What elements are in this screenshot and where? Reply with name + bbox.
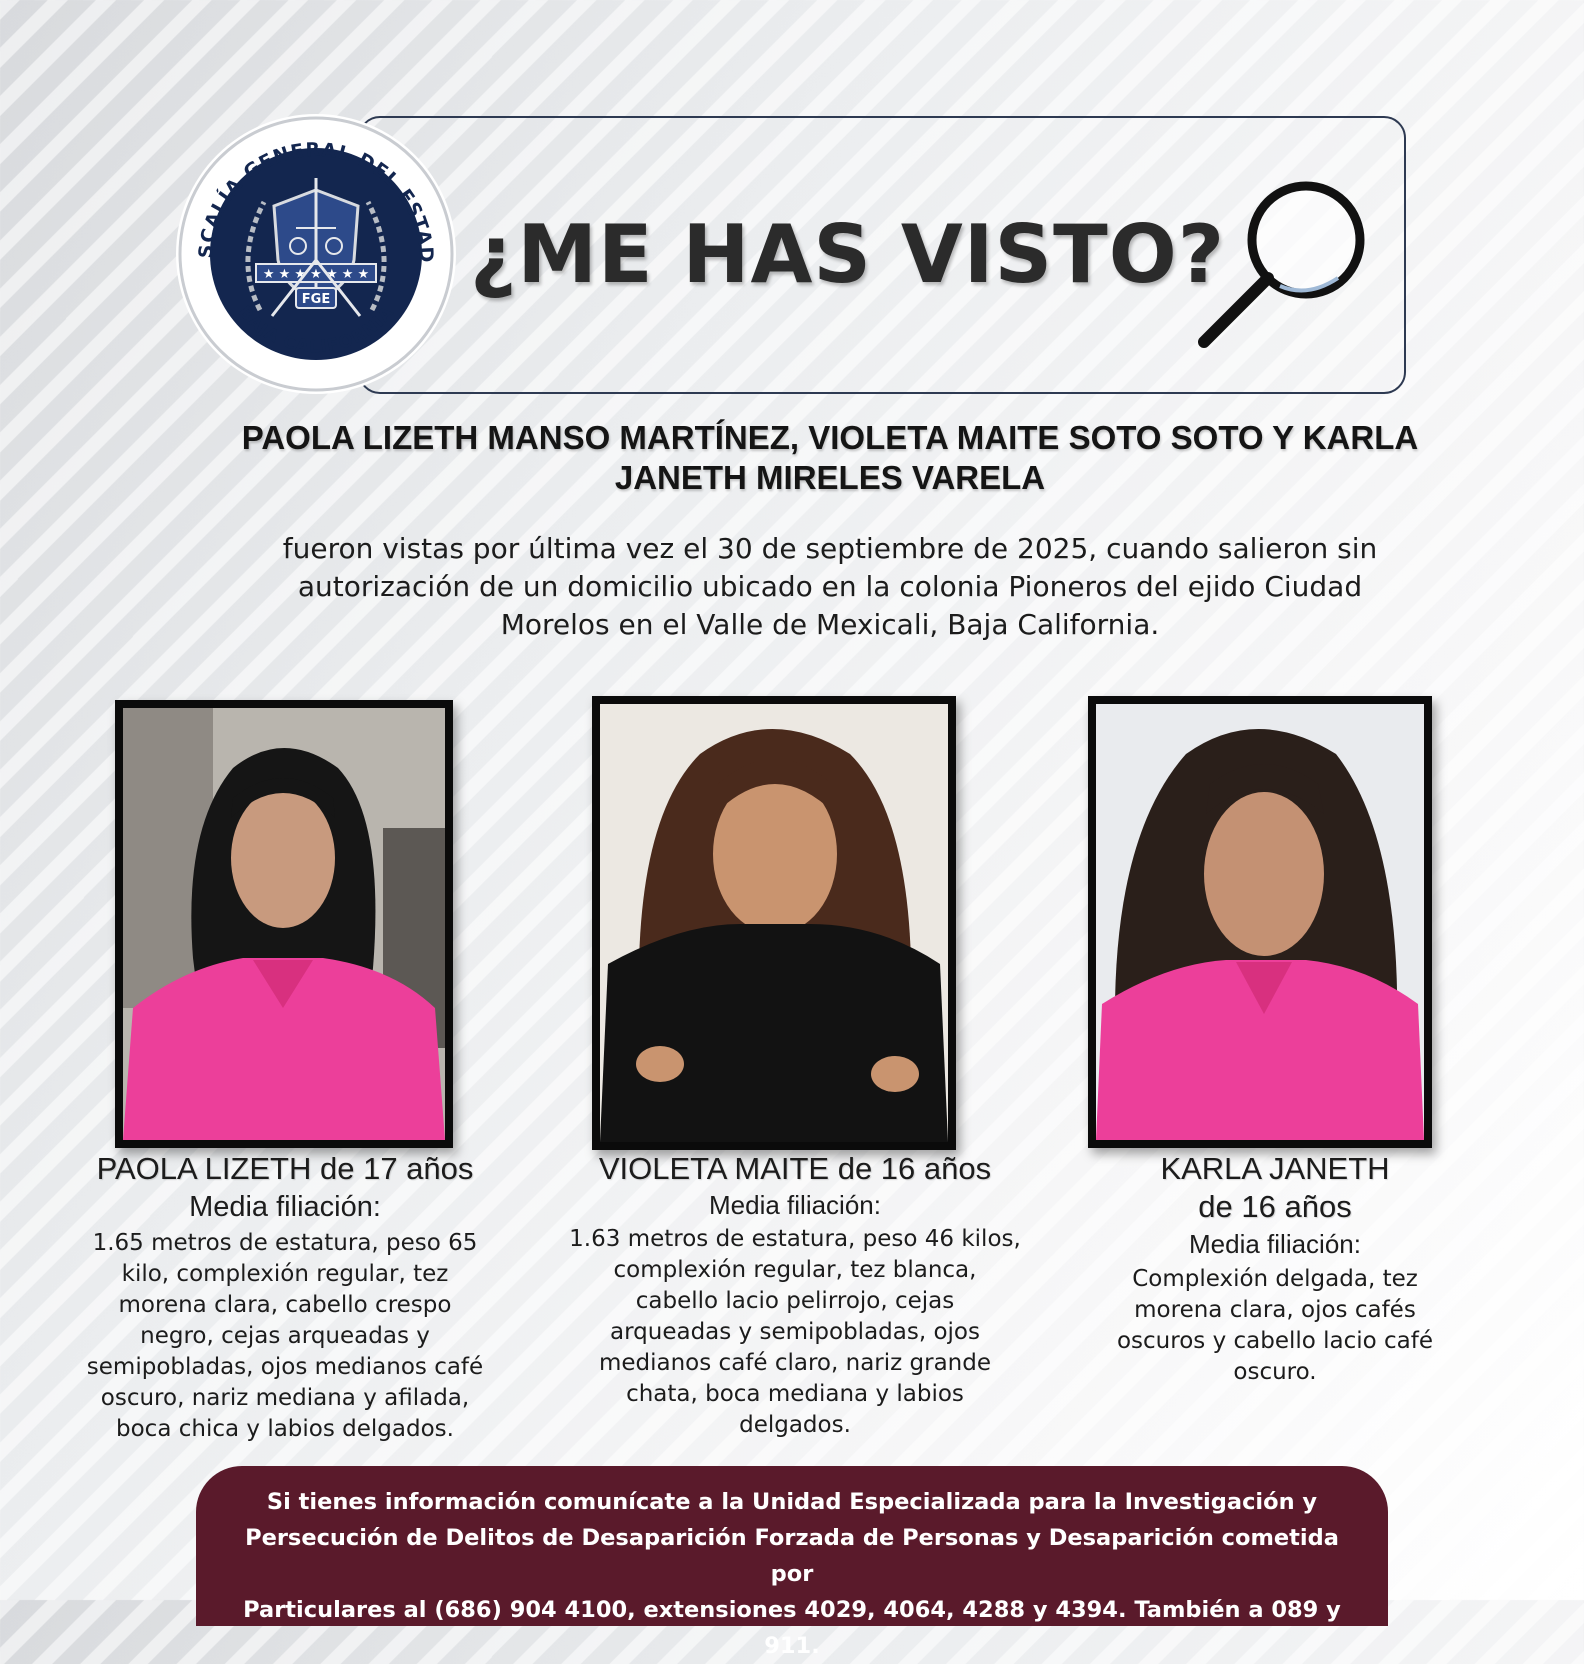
media-filiacion-label: Media filiación: — [709, 1190, 881, 1220]
person-card-karla — [1090, 1150, 1460, 1388]
svg-text:FGE: FGE — [301, 292, 331, 307]
description-line: cabello lacio pelirrojo, cejas — [635, 1288, 955, 1314]
intro-line: Morelos en el Valle de Mexicali, Baja California. — [500, 608, 1160, 641]
description-line: negro, cejas arqueadas y — [140, 1323, 430, 1349]
contact-banner — [196, 1466, 1388, 1659]
description-line: arqueadas y semipobladas, ojos — [610, 1319, 980, 1345]
person-name: VIOLETA MAITE de 16 años — [598, 1151, 992, 1186]
svg-text:FISCALÍA GENERAL DEL ESTADO: SCALÍA GENERAL DEL ESTAD — [194, 138, 438, 264]
contact-line: Particulares al (686) 904 4100, extensiones 4029, 4064, 4288 y 4394. También a 089 y 911. — [243, 1597, 1341, 1659]
description-line: chata, boca mediana y labios — [626, 1381, 964, 1407]
fge-seal-icon — [172, 110, 460, 398]
names-line: JANETH MIRELES VARELA — [614, 459, 1046, 496]
description-line: medianos café claro, nariz grande — [598, 1350, 992, 1376]
photo-karla — [1088, 696, 1432, 1148]
description-line: 1.65 metros de estatura, peso 65 — [92, 1230, 478, 1256]
description-line: oscuro, nariz mediana y afilada, — [100, 1385, 470, 1411]
description-line: morena clara, cabello crespo — [118, 1292, 452, 1318]
description-line: oscuro. — [1233, 1359, 1317, 1385]
description-line: delgados. — [739, 1412, 851, 1438]
person-description — [1090, 1264, 1460, 1388]
media-filiacion-label: Media filiación: — [1189, 1229, 1361, 1259]
contact-line: Persecución de Delitos de Desaparición Forzada de Personas y Desaparición cometida por — [245, 1525, 1339, 1587]
media-filiacion-label: Media filiación: — [189, 1191, 381, 1223]
intro-line: autorización de un domicilio ubicado en la colonia Pioneros del ejido Ciudad — [297, 570, 1363, 603]
description-line: 1.63 metros de estatura, peso 46 kilos, — [569, 1226, 1021, 1252]
names-line: PAOLA LIZETH MANSO MARTÍNEZ, VIOLETA MAITE SOTO SOTO Y KARLA — [241, 419, 1419, 456]
description-line: boca chica y labios delgados. — [116, 1416, 454, 1442]
intro-paragraph — [210, 530, 1450, 644]
person-name: KARLA JANETH — [1160, 1151, 1390, 1186]
description-line: oscuros y cabello lacio café — [1116, 1328, 1434, 1354]
intro-line: fueron vistas por última vez el 30 de septiembre de 2025, cuando salieron sin — [282, 532, 1378, 565]
contact-line: Si tienes información comunícate a la Unidad Especializada para la Investigación y — [266, 1489, 1318, 1515]
photo-paola — [115, 700, 453, 1148]
person-card-violeta — [535, 1150, 1055, 1441]
description-line: kilo, complexión regular, tez — [121, 1261, 449, 1287]
description-line: semipobladas, ojos medianos café — [86, 1354, 484, 1380]
svg-text:BAJA CALIFORNIA: BAJA CALIFORNIA — [233, 302, 399, 358]
page-title: ¿ME HAS VISTO? — [470, 208, 1226, 301]
description-line: Complexión delgada, tez — [1132, 1266, 1418, 1292]
person-card-paola — [50, 1150, 520, 1445]
missing-persons-names — [210, 418, 1450, 498]
person-name: PAOLA LIZETH de 17 años — [96, 1151, 474, 1186]
svg-text:★ ★ ★ ★ ★ ★ ★: ★ ★ ★ ★ ★ ★ ★ — [262, 267, 370, 282]
person-age: de 16 años — [1198, 1189, 1352, 1224]
person-description — [50, 1228, 520, 1445]
description-line: complexión regular, tez blanca, — [613, 1257, 977, 1283]
magnifier-icon — [1188, 174, 1378, 356]
photo-violeta — [592, 696, 956, 1150]
description-line: morena clara, ojos cafés — [1134, 1297, 1416, 1323]
person-description — [535, 1224, 1055, 1441]
